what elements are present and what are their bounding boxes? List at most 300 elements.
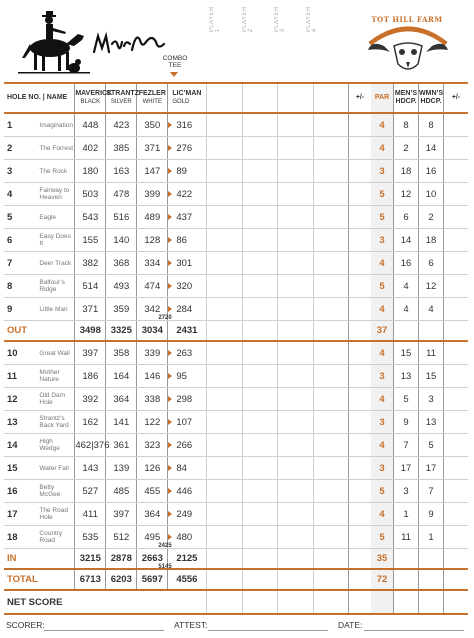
player-1-score[interactable] [207, 160, 242, 183]
hole-par: 4 [371, 252, 394, 275]
player-1-score[interactable] [207, 206, 242, 229]
hole-name: The Rock [39, 160, 74, 183]
net-wmns-blank [419, 590, 444, 614]
combo-arrow-icon [168, 214, 172, 220]
player-2-score[interactable] [242, 229, 277, 252]
white-yardage: 342 [137, 298, 168, 321]
plus-minus-2-cell[interactable] [444, 503, 469, 526]
in-player-1[interactable] [207, 549, 242, 570]
mens-sub-label: HDCP. [395, 98, 417, 105]
combo-arrow-icon [168, 534, 172, 540]
player-4-score[interactable] [313, 298, 348, 321]
silver-yardage: 512 [106, 526, 137, 549]
plus-minus-2-cell[interactable] [444, 434, 469, 457]
player-3-score[interactable] [278, 160, 313, 183]
mens-hdcp-header [394, 83, 419, 113]
black-yardage: 186 [75, 365, 106, 388]
plus-minus-2-cell[interactable] [444, 113, 469, 137]
strantz-label: STRANTZ [106, 90, 139, 97]
plus-minus-2-cell[interactable] [444, 229, 469, 252]
plus-minus-2-cell[interactable] [444, 252, 469, 275]
hole-par: 3 [371, 229, 394, 252]
hole-par: 5 [371, 526, 394, 549]
hole-name-header: HOLE NO. | NAME [4, 83, 75, 113]
player-2-score[interactable] [242, 113, 277, 137]
player-1-score[interactable] [207, 275, 242, 298]
hole-par: 4 [371, 298, 394, 321]
silver-yardage: 423 [106, 113, 137, 137]
hole-number: 10 [4, 341, 39, 365]
player-4-score[interactable] [313, 137, 348, 160]
player-4-score[interactable] [313, 457, 348, 480]
player-3-score[interactable] [278, 388, 313, 411]
player-2-score[interactable] [242, 275, 277, 298]
player-4-score[interactable] [313, 388, 348, 411]
player-4-score[interactable] [313, 503, 348, 526]
gold-yardage: 437 [176, 211, 193, 223]
plus-minus-cell[interactable] [349, 298, 372, 321]
player-3-label: PLAYER 3 [274, 6, 286, 33]
plus-minus-cell[interactable] [349, 341, 372, 365]
combo-arrow-icon [168, 283, 172, 289]
hole-name: Strantz’s Back Yard [39, 411, 74, 434]
player-3-score[interactable] [278, 480, 313, 503]
licman-label: LIC’MAN [172, 90, 202, 97]
hole-number: 12 [4, 388, 39, 411]
hole-par: 4 [371, 113, 394, 137]
silver-yardage: 358 [106, 341, 137, 365]
player-4-score[interactable] [313, 480, 348, 503]
plus-minus-cell[interactable] [349, 434, 372, 457]
net-player-3[interactable] [278, 590, 313, 614]
white-yardage: 495 [137, 526, 168, 549]
hole-number: 14 [4, 434, 39, 457]
womens-handicap: 4 [419, 298, 444, 321]
womens-handicap: 17 [419, 457, 444, 480]
gold-yardage-cell [168, 365, 207, 388]
wmns-sub-label: HDCP. [420, 98, 442, 105]
maverick-header [75, 83, 113, 113]
mens-handicap: 9 [394, 411, 419, 434]
player-1-score[interactable] [207, 183, 242, 206]
plus-minus-cell[interactable] [349, 480, 372, 503]
plus-minus-2-cell[interactable] [444, 160, 469, 183]
player-3-score[interactable] [278, 206, 313, 229]
hole-row [4, 365, 468, 388]
net-score-row [4, 590, 468, 614]
scorer-label: SCORER: [6, 620, 45, 630]
name-header: NAME [46, 94, 68, 101]
out-plus-minus[interactable] [349, 321, 372, 342]
combo-arrow-icon [168, 191, 172, 197]
plus-minus-cell[interactable] [349, 457, 372, 480]
mens-handicap: 14 [394, 229, 419, 252]
silver-yardage: 163 [106, 160, 137, 183]
silver-yardage: 361 [106, 434, 137, 457]
player-2-score[interactable] [242, 526, 277, 549]
fezler-label: FEZLER [138, 90, 166, 97]
hole-row [4, 388, 468, 411]
total-plus-minus[interactable] [349, 569, 372, 590]
hole-number: 11 [4, 365, 39, 388]
out-player-3[interactable] [278, 321, 313, 342]
out-player-1[interactable] [207, 321, 242, 342]
maverick-label: MAVERICK [75, 90, 113, 97]
hole-par: 3 [371, 457, 394, 480]
hole-number: 17 [4, 503, 39, 526]
out-label: OUT [4, 321, 75, 342]
black-yardage: 180 [75, 160, 106, 183]
player-3-score[interactable] [278, 526, 313, 549]
net-plus-minus-2[interactable] [444, 590, 469, 614]
gold-yardage-cell [168, 411, 207, 434]
player-4-score[interactable] [313, 526, 348, 549]
plus-minus-cell[interactable] [349, 252, 372, 275]
gold-yardage: 298 [176, 393, 193, 405]
plus-minus-2-cell[interactable] [444, 183, 469, 206]
player-1-score[interactable] [207, 298, 242, 321]
player-1-score[interactable] [207, 411, 242, 434]
hole-number: 2 [4, 137, 39, 160]
player-4-score[interactable] [313, 411, 348, 434]
in-plus-minus[interactable] [349, 549, 372, 570]
black-yardage: 448 [75, 113, 106, 137]
hole-name: Mother Nature [39, 365, 74, 388]
silver-yardage: 397 [106, 503, 137, 526]
plus-minus-cell[interactable] [349, 411, 372, 434]
black-yardage: 411 [75, 503, 106, 526]
player-1-score[interactable] [207, 503, 242, 526]
silver-yardage: 164 [106, 365, 137, 388]
player-2-score[interactable] [242, 434, 277, 457]
player-4-column [313, 83, 348, 113]
player-4-score[interactable] [313, 365, 348, 388]
hole-par: 5 [371, 206, 394, 229]
player-2-score[interactable] [242, 365, 277, 388]
player-1-column [207, 83, 242, 113]
player-3-column [278, 83, 313, 113]
plus-minus-cell[interactable] [349, 206, 372, 229]
player-3-score[interactable] [278, 503, 313, 526]
plus-minus-2-cell[interactable] [444, 206, 469, 229]
black-yardage: 371 [75, 298, 106, 321]
mens-handicap: 15 [394, 341, 419, 365]
total-player-4[interactable] [313, 569, 348, 590]
womens-handicap: 12 [419, 275, 444, 298]
in-plus-minus-2[interactable] [444, 549, 469, 570]
black-yardage: 155 [75, 229, 106, 252]
gold-yardage-cell [168, 341, 207, 365]
silver-yardage: 485 [106, 480, 137, 503]
net-par-blank [371, 590, 394, 614]
combo-arrow-icon [168, 260, 172, 266]
in-player-2[interactable] [242, 549, 277, 570]
silver-yardage: 359 [106, 298, 137, 321]
plus-minus-cell[interactable] [349, 526, 372, 549]
net-player-4[interactable] [313, 590, 348, 614]
player-2-score[interactable] [242, 252, 277, 275]
player-3-score[interactable] [278, 411, 313, 434]
player-3-score[interactable] [278, 275, 313, 298]
player-3-score[interactable] [278, 434, 313, 457]
out-mens-blank [394, 321, 419, 342]
out-combo-total: 2720 [158, 315, 172, 321]
white-yardage: 334 [137, 252, 168, 275]
mens-handicap: 4 [394, 298, 419, 321]
wmns-label: WMN’S [419, 90, 444, 97]
plus-minus-2-cell[interactable] [444, 341, 469, 365]
combo-arrow-icon [168, 488, 172, 494]
total-gold-cell [158, 564, 207, 590]
player-4-score[interactable] [313, 252, 348, 275]
player-2-score[interactable] [242, 388, 277, 411]
black-yardage: 535 [75, 526, 106, 549]
date-line[interactable] [364, 630, 464, 631]
player-4-score[interactable] [313, 206, 348, 229]
in-mens-blank [394, 549, 419, 570]
mens-handicap: 2 [394, 137, 419, 160]
hole-row [4, 298, 468, 321]
hole-row [4, 229, 468, 252]
hole-name: Water Fall [39, 457, 74, 480]
total-plus-minus-2[interactable] [444, 569, 469, 590]
gold-yardage: 107 [176, 416, 193, 428]
gold-yardage: 446 [176, 485, 193, 497]
plus-minus-2-cell[interactable] [444, 526, 469, 549]
black-yardage: 382 [75, 252, 106, 275]
total-white: 5697 [137, 569, 168, 590]
player-1-score[interactable] [207, 137, 242, 160]
total-row [4, 569, 468, 590]
mens-handicap: 8 [394, 113, 419, 137]
plus-minus-cell[interactable] [349, 160, 372, 183]
womens-handicap: 6 [419, 252, 444, 275]
womens-handicap: 14 [419, 137, 444, 160]
player-1-score[interactable] [207, 341, 242, 365]
hole-row [4, 137, 468, 160]
player-3-score[interactable] [278, 252, 313, 275]
player-1-score[interactable] [207, 229, 242, 252]
hole-number: 1 [4, 113, 39, 137]
silver-yardage: 385 [106, 137, 137, 160]
white-yardage: 122 [137, 411, 168, 434]
player-2-score[interactable] [242, 480, 277, 503]
player-3-score[interactable] [278, 183, 313, 206]
out-player-4[interactable] [313, 321, 348, 342]
gold-yardage: 266 [176, 439, 193, 451]
player-4-score[interactable] [313, 183, 348, 206]
in-player-4[interactable] [313, 549, 348, 570]
hole-row [4, 113, 468, 137]
white-yardage: 339 [137, 341, 168, 365]
player-2-score[interactable] [242, 183, 277, 206]
combo-arrow-icon [168, 237, 172, 243]
total-player-3[interactable] [278, 569, 313, 590]
player-1-label: PLAYER 1 [209, 6, 221, 33]
white-yardage: 474 [137, 275, 168, 298]
combo-arrow-icon [168, 122, 172, 128]
maverick-sub-label: BLACK [80, 99, 101, 105]
gold-yardage-cell [168, 388, 207, 411]
player-2-score[interactable] [242, 206, 277, 229]
combo-arrow-icon [168, 350, 172, 356]
player-2-score[interactable] [242, 503, 277, 526]
net-plus-minus[interactable] [349, 590, 372, 614]
in-label: IN [4, 549, 75, 570]
in-wmns-blank [419, 549, 444, 570]
player-4-score[interactable] [313, 160, 348, 183]
white-yardage: 455 [137, 480, 168, 503]
hole-name: Betty McGee [39, 480, 74, 503]
player-2-score[interactable] [242, 457, 277, 480]
player-1-score[interactable] [207, 480, 242, 503]
hole-name: Great Wall [39, 341, 74, 365]
combo-arrow-icon [168, 306, 172, 312]
player-3-score[interactable] [278, 457, 313, 480]
plus-minus-2-cell[interactable] [444, 480, 469, 503]
total-gold: 4556 [176, 574, 198, 585]
gold-yardage-cell [168, 526, 207, 549]
womens-handicap: 1 [419, 526, 444, 549]
hole-row [4, 183, 468, 206]
licman-header [168, 83, 207, 113]
scorer-line[interactable] [44, 630, 164, 631]
mens-handicap: 1 [394, 503, 419, 526]
gold-yardage: 84 [176, 462, 187, 474]
player-3-score[interactable] [278, 341, 313, 365]
gold-yardage: 95 [176, 370, 187, 382]
plus-minus-2-cell[interactable] [444, 275, 469, 298]
gold-yardage: 276 [176, 142, 193, 154]
white-yardage: 350 [137, 113, 168, 137]
scorecard-header [0, 0, 474, 84]
plus-minus-cell[interactable] [349, 365, 372, 388]
player-2-score[interactable] [242, 137, 277, 160]
player-1-score[interactable] [207, 365, 242, 388]
plus-minus-2-cell[interactable] [444, 457, 469, 480]
white-yardage: 399 [137, 183, 168, 206]
hole-par: 5 [371, 183, 394, 206]
black-yardage: 162 [75, 411, 106, 434]
player-3-score[interactable] [278, 137, 313, 160]
plus-minus-2-cell[interactable] [444, 411, 469, 434]
mens-handicap: 5 [394, 388, 419, 411]
hole-number: 9 [4, 298, 39, 321]
hole-number: 18 [4, 526, 39, 549]
player-4-score[interactable] [313, 275, 348, 298]
player-1-score[interactable] [207, 252, 242, 275]
hole-row [4, 206, 468, 229]
attest-line[interactable] [208, 630, 328, 631]
out-player-2[interactable] [242, 321, 277, 342]
farm-name-text: TOT HILL FARM [371, 15, 443, 24]
net-player-1[interactable] [207, 590, 242, 614]
out-white: 3034 [137, 321, 168, 342]
in-combo-total: 2425 [158, 543, 172, 549]
player-4-score[interactable] [313, 434, 348, 457]
hole-par: 3 [371, 160, 394, 183]
plus-minus-cell[interactable] [349, 229, 372, 252]
hole-par: 4 [371, 434, 394, 457]
player-1-score[interactable] [207, 526, 242, 549]
white-yardage: 147 [137, 160, 168, 183]
player-4-score[interactable] [313, 341, 348, 365]
player-1-score[interactable] [207, 388, 242, 411]
black-yardage: 503 [75, 183, 106, 206]
plus-minus-cell[interactable] [349, 113, 372, 137]
player-4-label: PLAYER 4 [306, 6, 318, 33]
hole-name: The Forrest [39, 137, 74, 160]
player-2-score[interactable] [242, 341, 277, 365]
hole-number: 7 [4, 252, 39, 275]
out-par: 37 [371, 321, 394, 342]
in-player-3[interactable] [278, 549, 313, 570]
player-1-score[interactable] [207, 113, 242, 137]
hole-number: 15 [4, 457, 39, 480]
signature-footer [4, 612, 470, 634]
black-yardage: 402 [75, 137, 106, 160]
plus-minus-cell[interactable] [349, 503, 372, 526]
player-3-score[interactable] [278, 298, 313, 321]
total-par: 72 [371, 569, 394, 590]
plus-minus-cell[interactable] [349, 183, 372, 206]
player-1-score[interactable] [207, 457, 242, 480]
gold-yardage: 86 [176, 234, 187, 246]
out-silver: 3325 [106, 321, 137, 342]
hole-row [4, 434, 468, 457]
plus-minus-cell[interactable] [349, 137, 372, 160]
wmns-hdcp-header [419, 83, 444, 113]
player-3-score[interactable] [278, 365, 313, 388]
player-4-score[interactable] [313, 229, 348, 252]
mens-handicap: 6 [394, 206, 419, 229]
par-header: PAR [371, 83, 394, 113]
player-2-score[interactable] [242, 160, 277, 183]
gold-yardage: 284 [176, 303, 193, 315]
net-player-2[interactable] [242, 590, 277, 614]
out-wmns-blank [419, 321, 444, 342]
player-3-score[interactable] [278, 113, 313, 137]
total-silver: 6203 [106, 569, 137, 590]
fezler-sub-label: WHITE [142, 99, 162, 105]
in-gold: 2125 [176, 553, 198, 564]
player-3-score[interactable] [278, 229, 313, 252]
plus-minus-2-cell[interactable] [444, 365, 469, 388]
plus-minus-cell[interactable] [349, 275, 372, 298]
mens-handicap: 12 [394, 183, 419, 206]
white-yardage: 338 [137, 388, 168, 411]
player-2-score[interactable] [242, 411, 277, 434]
gold-yardage: 89 [176, 165, 187, 177]
out-plus-minus-2[interactable] [444, 321, 469, 342]
gold-yardage-cell [168, 298, 207, 321]
womens-handicap: 13 [419, 411, 444, 434]
player-1-score[interactable] [207, 434, 242, 457]
hole-row [4, 252, 468, 275]
plus-minus-2-cell[interactable] [444, 137, 469, 160]
plus-minus-2-cell[interactable] [444, 388, 469, 411]
womens-handicap: 2 [419, 206, 444, 229]
plus-minus-2-cell[interactable] [444, 298, 469, 321]
gold-yardage-cell [168, 229, 207, 252]
player-4-score[interactable] [313, 113, 348, 137]
total-player-2[interactable] [242, 569, 277, 590]
player-2-score[interactable] [242, 298, 277, 321]
plus-minus-cell[interactable] [349, 388, 372, 411]
black-yardage: 543 [75, 206, 106, 229]
total-player-1[interactable] [207, 569, 242, 590]
hole-name: Eagle [39, 206, 74, 229]
